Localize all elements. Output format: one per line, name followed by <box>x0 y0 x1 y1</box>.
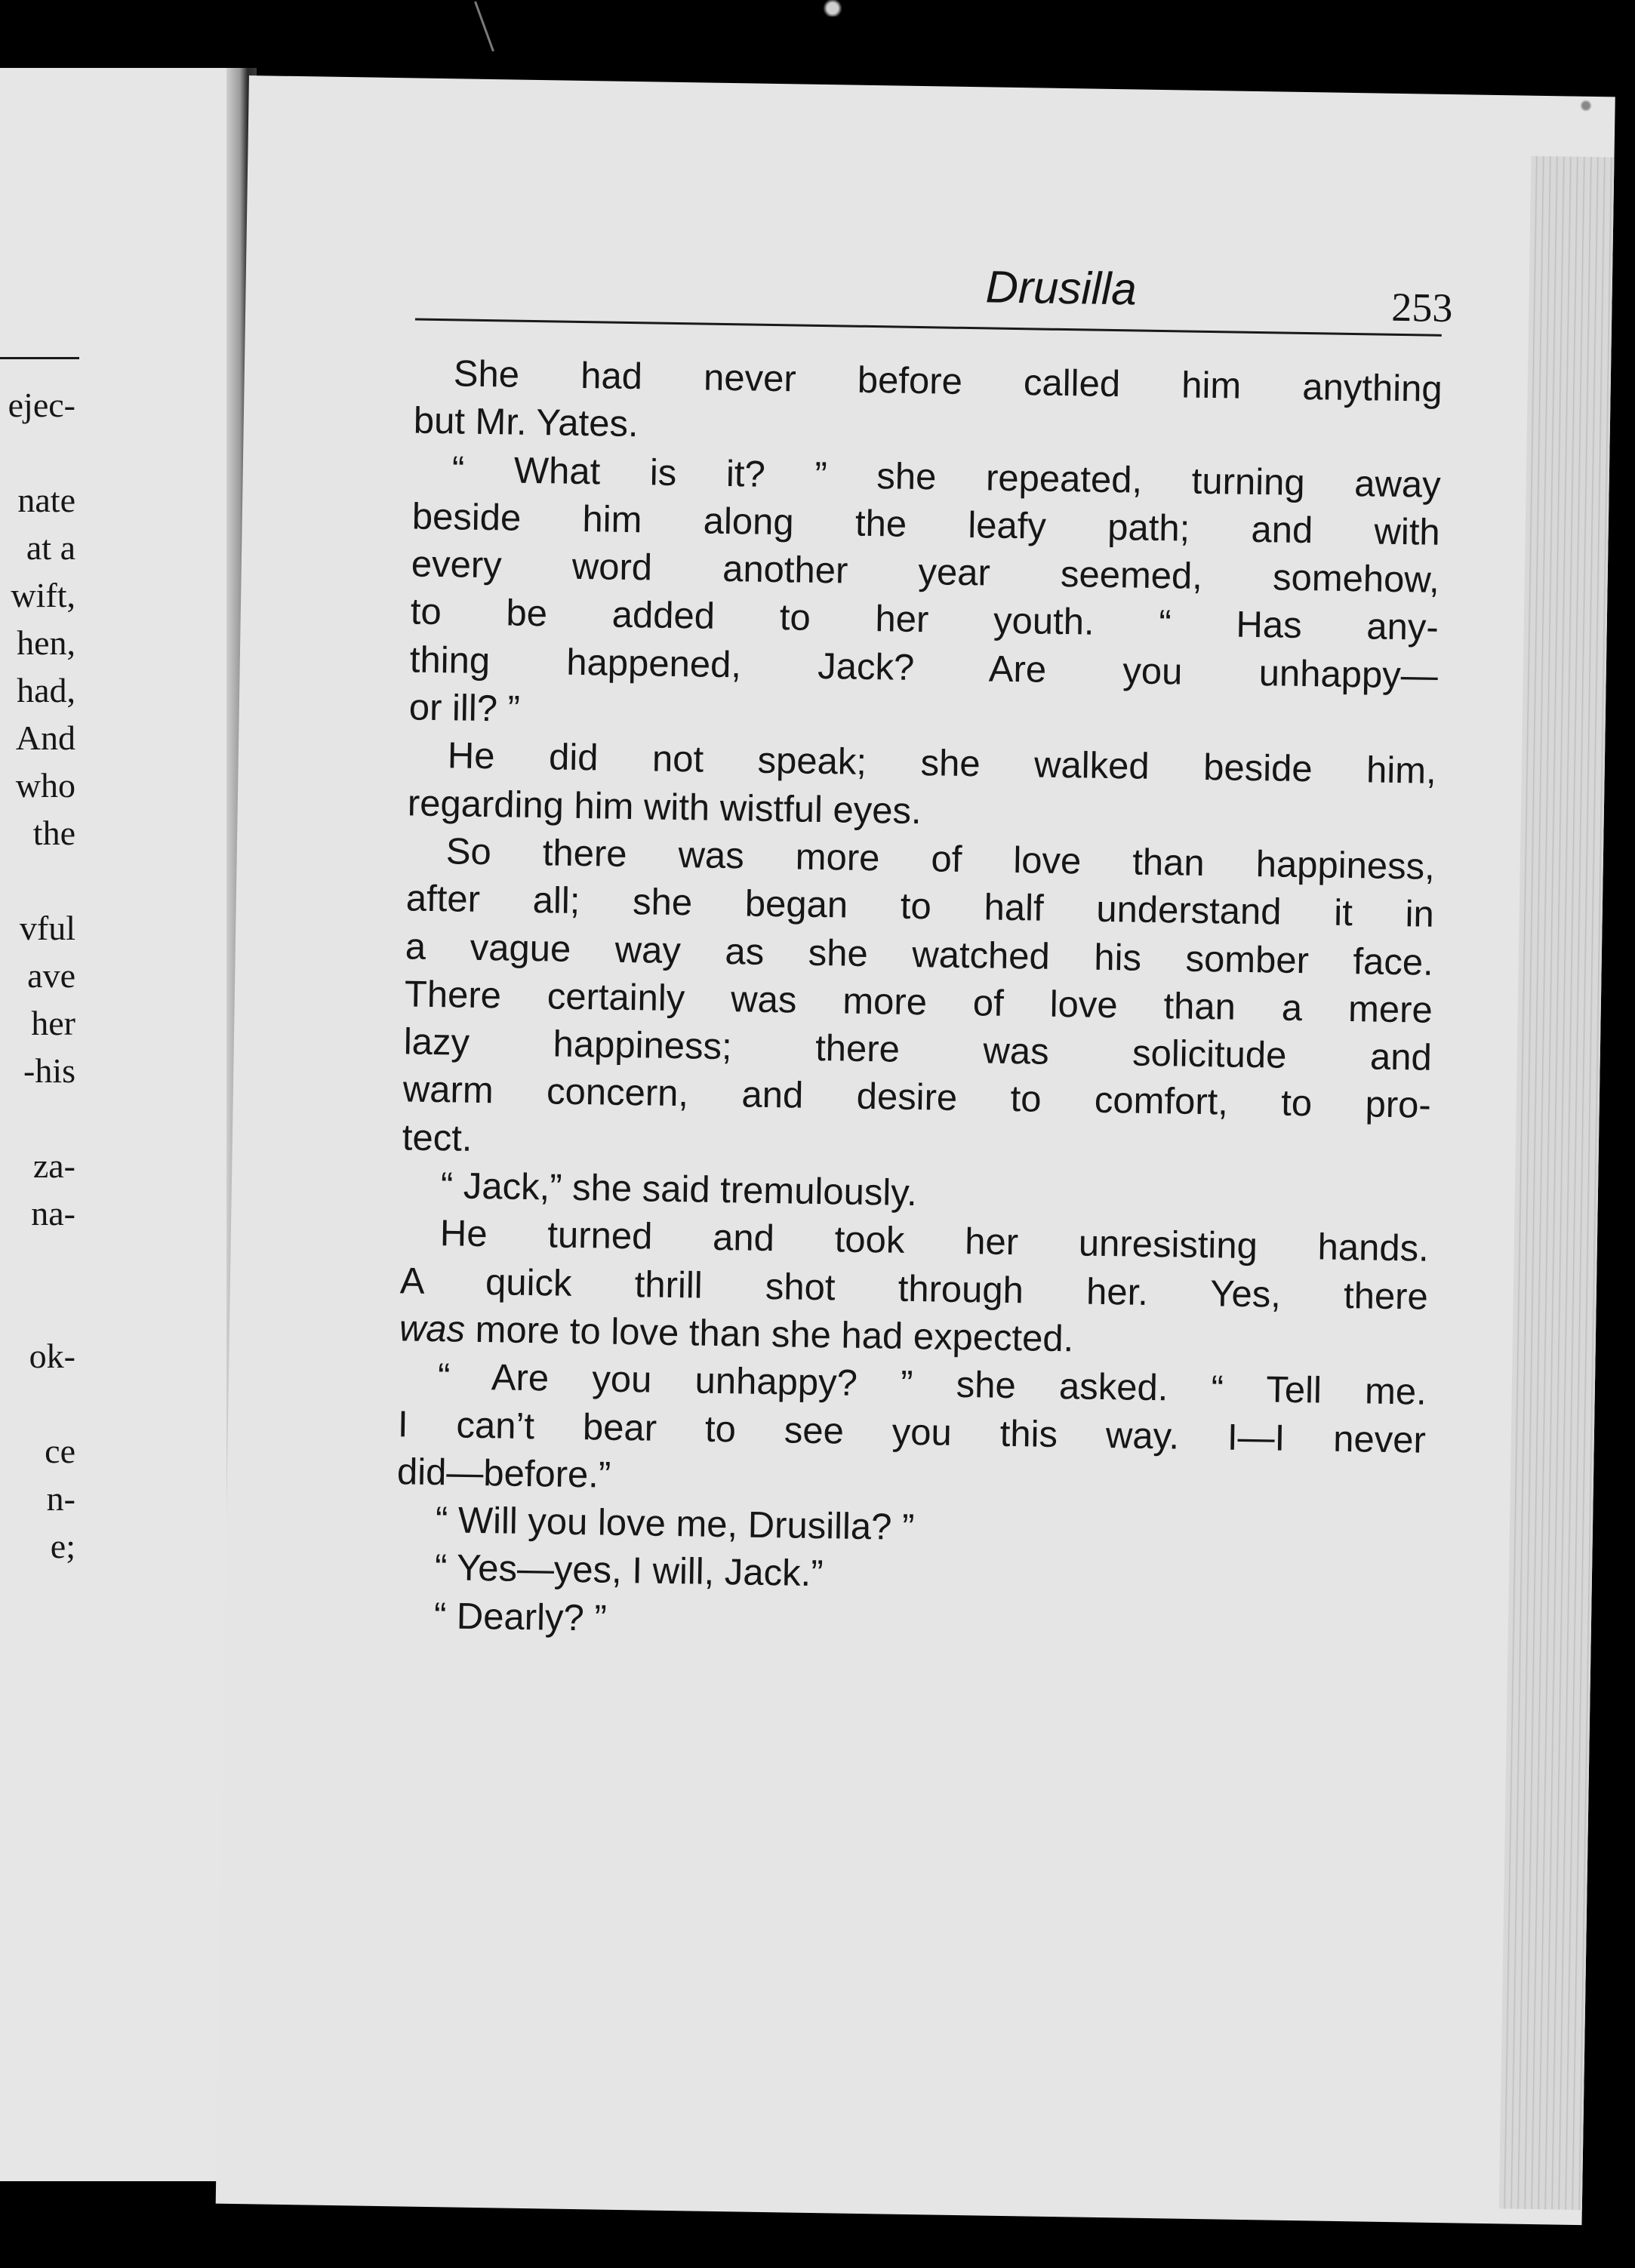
text-line: “ Dearly? ” <box>433 1595 608 1639</box>
left-page-line: hen, <box>17 623 75 662</box>
text-line: warm concern, and desire to comfort, to pro- <box>402 1069 1432 1127</box>
left-page-line: ce <box>45 1432 75 1470</box>
left-page-text <box>0 381 75 1570</box>
left-page-line: za- <box>32 1146 75 1185</box>
left-page-line <box>0 1094 75 1142</box>
text-line: “ Yes—yes, I will, Jack.” <box>434 1547 824 1595</box>
dust-speck <box>1580 100 1592 112</box>
right-page <box>216 75 1615 2225</box>
left-page-line <box>0 1380 75 1427</box>
text-line: regarding him with wistful eyes. <box>407 783 922 832</box>
left-page-line: vful <box>19 909 75 947</box>
text-line: I can’t bear to see you this way. I—I never <box>397 1403 1427 1461</box>
text-line: a vague way as she watched his somber face. <box>405 925 1434 983</box>
left-page-line <box>0 429 75 476</box>
text-line: thing happened, Jack? Are you unhappy— <box>409 639 1439 697</box>
text-line: every word another year seemed, somehow, <box>411 543 1440 602</box>
text-line: A quick thrill shot through her. Yes, there <box>399 1260 1429 1318</box>
text-line: So there was more of love than happiness, <box>445 831 1436 888</box>
left-page-line: ejec- <box>8 386 75 424</box>
text-line: He did not speak; she walked beside him, <box>447 735 1437 792</box>
text-line: or ill? ” <box>408 687 521 730</box>
text-line: She had never before called him anything <box>453 353 1443 410</box>
left-page-line: n- <box>46 1479 75 1518</box>
left-page-line: nate <box>17 481 75 519</box>
text-line: to be added to her youth. “ Has any- <box>410 591 1439 649</box>
text-line: was more to love than she had expected. <box>399 1308 1074 1360</box>
left-page-line: had, <box>17 671 75 709</box>
text-line: did—before.” <box>396 1451 611 1496</box>
left-page-line: ok- <box>29 1337 75 1375</box>
text-line: “ Will you love me, Drusilla? ” <box>435 1500 915 1549</box>
left-page-line: her <box>31 1004 75 1042</box>
text-line: after all; she began to half understand it in <box>405 878 1435 936</box>
left-page-line <box>0 857 75 904</box>
text-line: He turned and took her unresisting hands. <box>439 1213 1430 1270</box>
left-page-line: who <box>15 766 75 805</box>
text-line: beside him along the leafy path; and with <box>411 496 1441 553</box>
running-head: Drusilla <box>985 261 1138 315</box>
left-page-line <box>0 1285 75 1332</box>
text-line: lazy happiness; there was solicitude and <box>403 1021 1433 1079</box>
text-line: There certainly was more of love than a mere <box>404 974 1433 1031</box>
debris-mark <box>474 2 494 52</box>
left-page-line: at a <box>26 528 75 567</box>
text-line: tect. <box>402 1117 473 1159</box>
emphasized-word: was <box>399 1308 466 1350</box>
left-page <box>0 68 242 2181</box>
page-number: 253 <box>1390 284 1453 331</box>
dust-speck <box>819 0 846 17</box>
left-page-line: And <box>15 719 75 757</box>
body-text <box>394 349 1443 1655</box>
left-page-line: the <box>32 814 75 852</box>
left-page-line <box>0 1237 75 1285</box>
page-edges <box>1499 156 1615 2210</box>
left-page-line: ave <box>27 956 75 995</box>
left-page-rule <box>0 357 79 359</box>
text-line: “ Are you unhappy? ” she asked. “ Tell me. <box>437 1356 1427 1413</box>
left-page-line: e; <box>50 1527 75 1565</box>
text-line: “ What is it? ” she repeated, turning away <box>451 448 1442 506</box>
left-page-line: -his <box>23 1051 75 1090</box>
left-page-line: wift, <box>11 576 75 614</box>
text-line: but Mr. Yates. <box>413 400 639 445</box>
header-rule <box>415 318 1442 336</box>
left-page-line: na- <box>31 1194 75 1232</box>
text-line: “ Jack,” she said tremulously. <box>440 1165 918 1214</box>
